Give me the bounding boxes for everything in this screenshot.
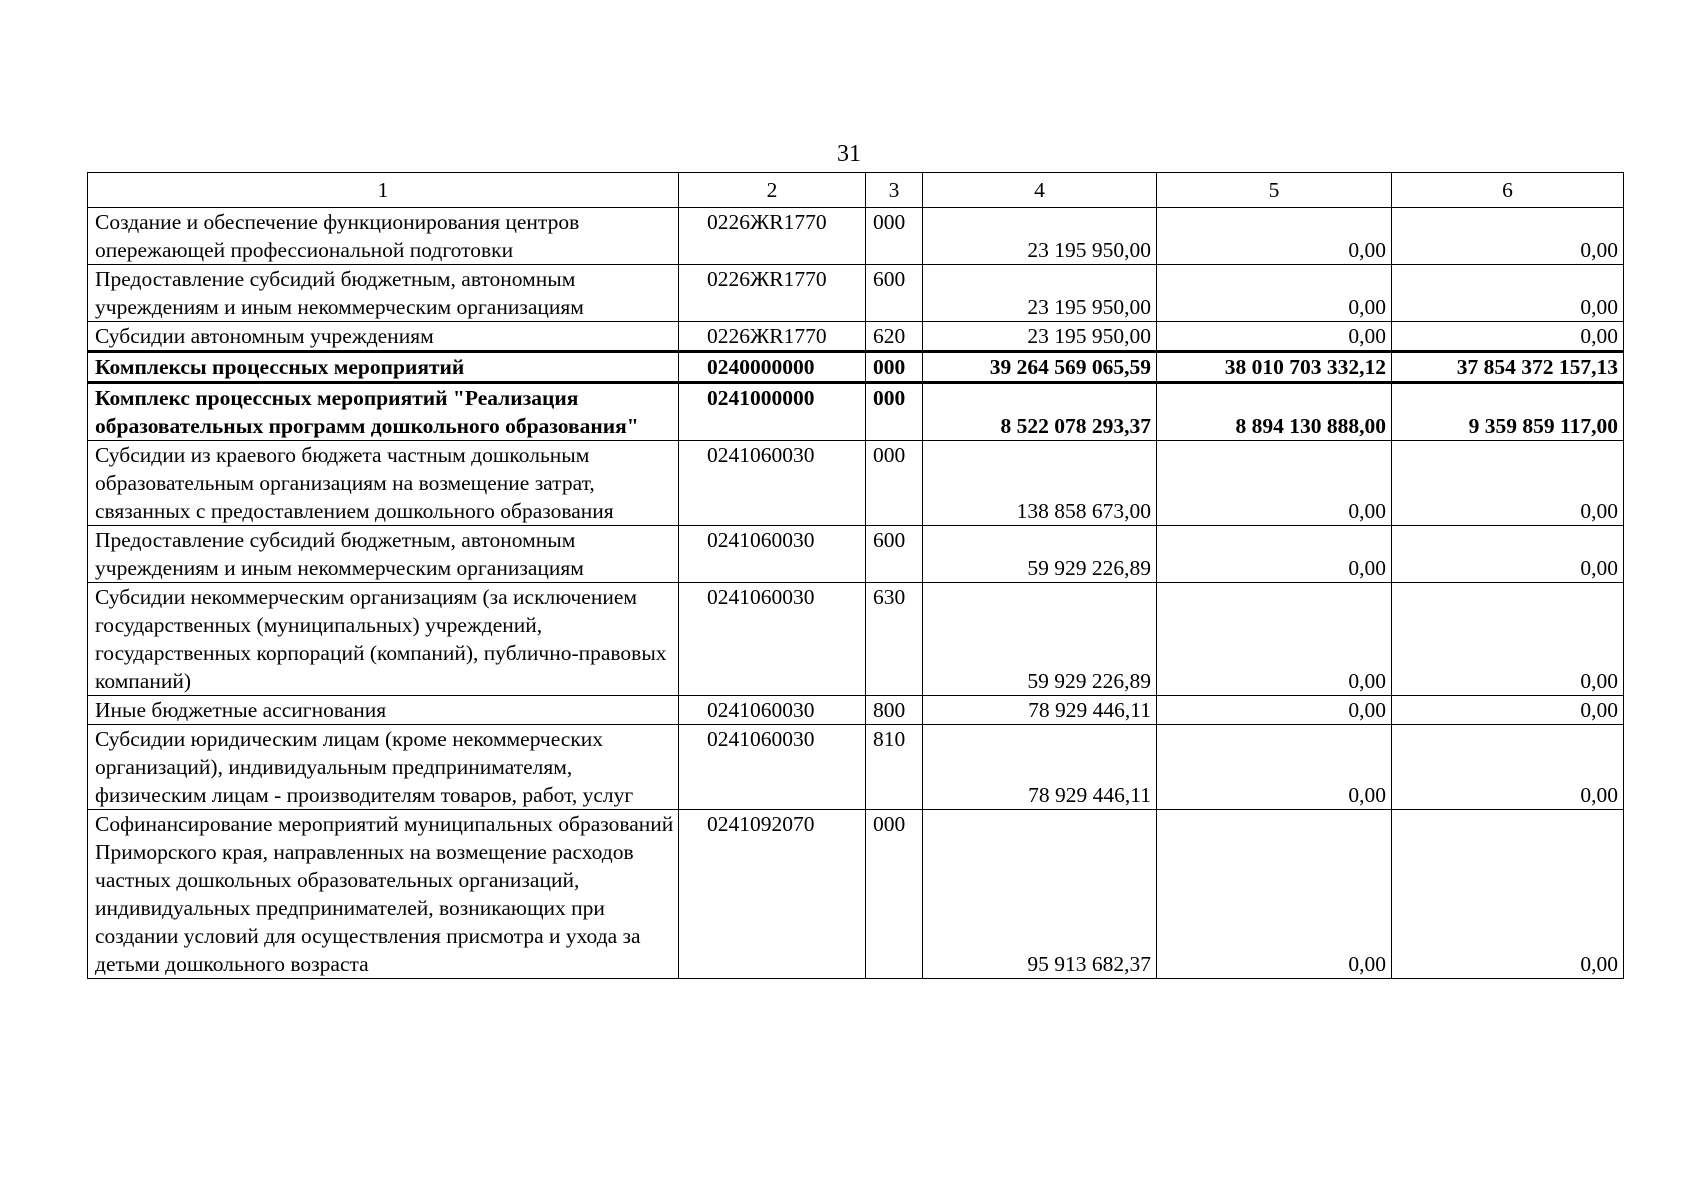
row-value-6: 0,00 [1392,583,1624,696]
row-value-6: 0,00 [1392,810,1624,979]
row-value-5: 8 894 130 888,00 [1157,383,1392,441]
row-code: 0241000000 [679,383,866,441]
table-row [88,322,1624,352]
row-value-4: 78 929 446,11 [923,725,1157,810]
row-value-5: 0,00 [1157,322,1392,352]
row-value-4: 23 195 950,00 [923,265,1157,322]
row-code: 0241060030 [679,696,866,725]
column-header-5: 5 [1157,173,1392,208]
budget-table [87,172,1624,979]
table-row [88,441,1624,526]
table-header-row [88,173,1624,208]
table-row [88,208,1624,265]
row-value-4: 8 522 078 293,37 [923,383,1157,441]
column-header-2: 2 [679,173,866,208]
row-code: 0226ЖR1770 [679,208,866,265]
row-name: Субсидии юридическим лицам (кроме некоммерческих организаций), индивидуальным предпринимателям, физическим лицам - производителям товаров, работ, услуг [88,725,679,810]
row-value-6: 37 854 372 157,13 [1392,352,1624,383]
row-value-6: 0,00 [1392,208,1624,265]
row-value-4: 59 929 226,89 [923,583,1157,696]
row-name: Субсидии некоммерческим организациям (за исключением государственных (муниципальных) учреждений, государственных корпораций (компаний), публично-правовых компаний) [88,583,679,696]
row-expense-type: 600 [866,526,923,583]
row-code: 0241060030 [679,526,866,583]
row-name: Субсидии автономным учреждениям [88,322,679,352]
row-code: 0241092070 [679,810,866,979]
row-name: Субсидии из краевого бюджета частным дошкольным образовательным организациям на возмещение затрат, связанных с предоставлением дошкольного образования [88,441,679,526]
row-expense-type: 000 [866,810,923,979]
row-expense-type: 000 [866,441,923,526]
row-code: 0240000000 [679,352,866,383]
row-code: 0226ЖR1770 [679,322,866,352]
row-value-5: 0,00 [1157,265,1392,322]
row-expense-type: 620 [866,322,923,352]
row-value-6: 0,00 [1392,322,1624,352]
row-value-5: 0,00 [1157,208,1392,265]
row-expense-type: 600 [866,265,923,322]
column-header-1: 1 [88,173,679,208]
row-expense-type: 000 [866,383,923,441]
table-row [88,265,1624,322]
row-value-6: 0,00 [1392,696,1624,725]
row-value-5: 0,00 [1157,526,1392,583]
row-value-4: 95 913 682,37 [923,810,1157,979]
row-name: Иные бюджетные ассигнования [88,696,679,725]
row-code: 0241060030 [679,441,866,526]
row-name: Комплексы процессных мероприятий [88,352,679,383]
row-value-5: 0,00 [1157,583,1392,696]
table-row [88,526,1624,583]
row-value-6: 0,00 [1392,265,1624,322]
row-value-6: 0,00 [1392,441,1624,526]
row-value-4: 23 195 950,00 [923,322,1157,352]
row-name: Софинансирование мероприятий муниципальных образований Приморского края, направленных на возмещение расходов частных дошкольных образовательных организаций, индивидуальных предпринимателей, возникающих при создании условий для осуществления присмотра и ухода за детьми дошкольного возраста [88,810,679,979]
row-value-4: 138 858 673,00 [923,441,1157,526]
row-value-5: 0,00 [1157,441,1392,526]
table-row [88,383,1624,441]
row-code: 0226ЖR1770 [679,265,866,322]
row-value-4: 23 195 950,00 [923,208,1157,265]
row-value-4: 59 929 226,89 [923,526,1157,583]
row-value-6: 9 359 859 117,00 [1392,383,1624,441]
row-expense-type: 630 [866,583,923,696]
table-row [88,810,1624,979]
column-header-3: 3 [866,173,923,208]
column-header-6: 6 [1392,173,1624,208]
row-name: Предоставление субсидий бюджетным, автономным учреждениям и иным некоммерческим организациям [88,526,679,583]
table-row [88,583,1624,696]
row-expense-type: 800 [866,696,923,725]
row-value-5: 0,00 [1157,810,1392,979]
table-row [88,352,1624,383]
row-expense-type: 000 [866,352,923,383]
table-row [88,696,1624,725]
row-expense-type: 000 [866,208,923,265]
row-value-5: 38 010 703 332,12 [1157,352,1392,383]
column-header-4: 4 [923,173,1157,208]
row-value-6: 0,00 [1392,526,1624,583]
page-number: 31 [837,141,861,167]
row-name: Предоставление субсидий бюджетным, автономным учреждениям и иным некоммерческим организациям [88,265,679,322]
row-name: Создание и обеспечение функционирования центров опережающей профессиональной подготовки [88,208,679,265]
row-expense-type: 810 [866,725,923,810]
row-value-4: 78 929 446,11 [923,696,1157,725]
row-code: 0241060030 [679,583,866,696]
row-name: Комплекс процессных мероприятий "Реализация образовательных программ дошкольного образования" [88,383,679,441]
table-row [88,725,1624,810]
row-value-6: 0,00 [1392,725,1624,810]
row-code: 0241060030 [679,725,866,810]
row-value-5: 0,00 [1157,725,1392,810]
row-value-4: 39 264 569 065,59 [923,352,1157,383]
row-value-5: 0,00 [1157,696,1392,725]
